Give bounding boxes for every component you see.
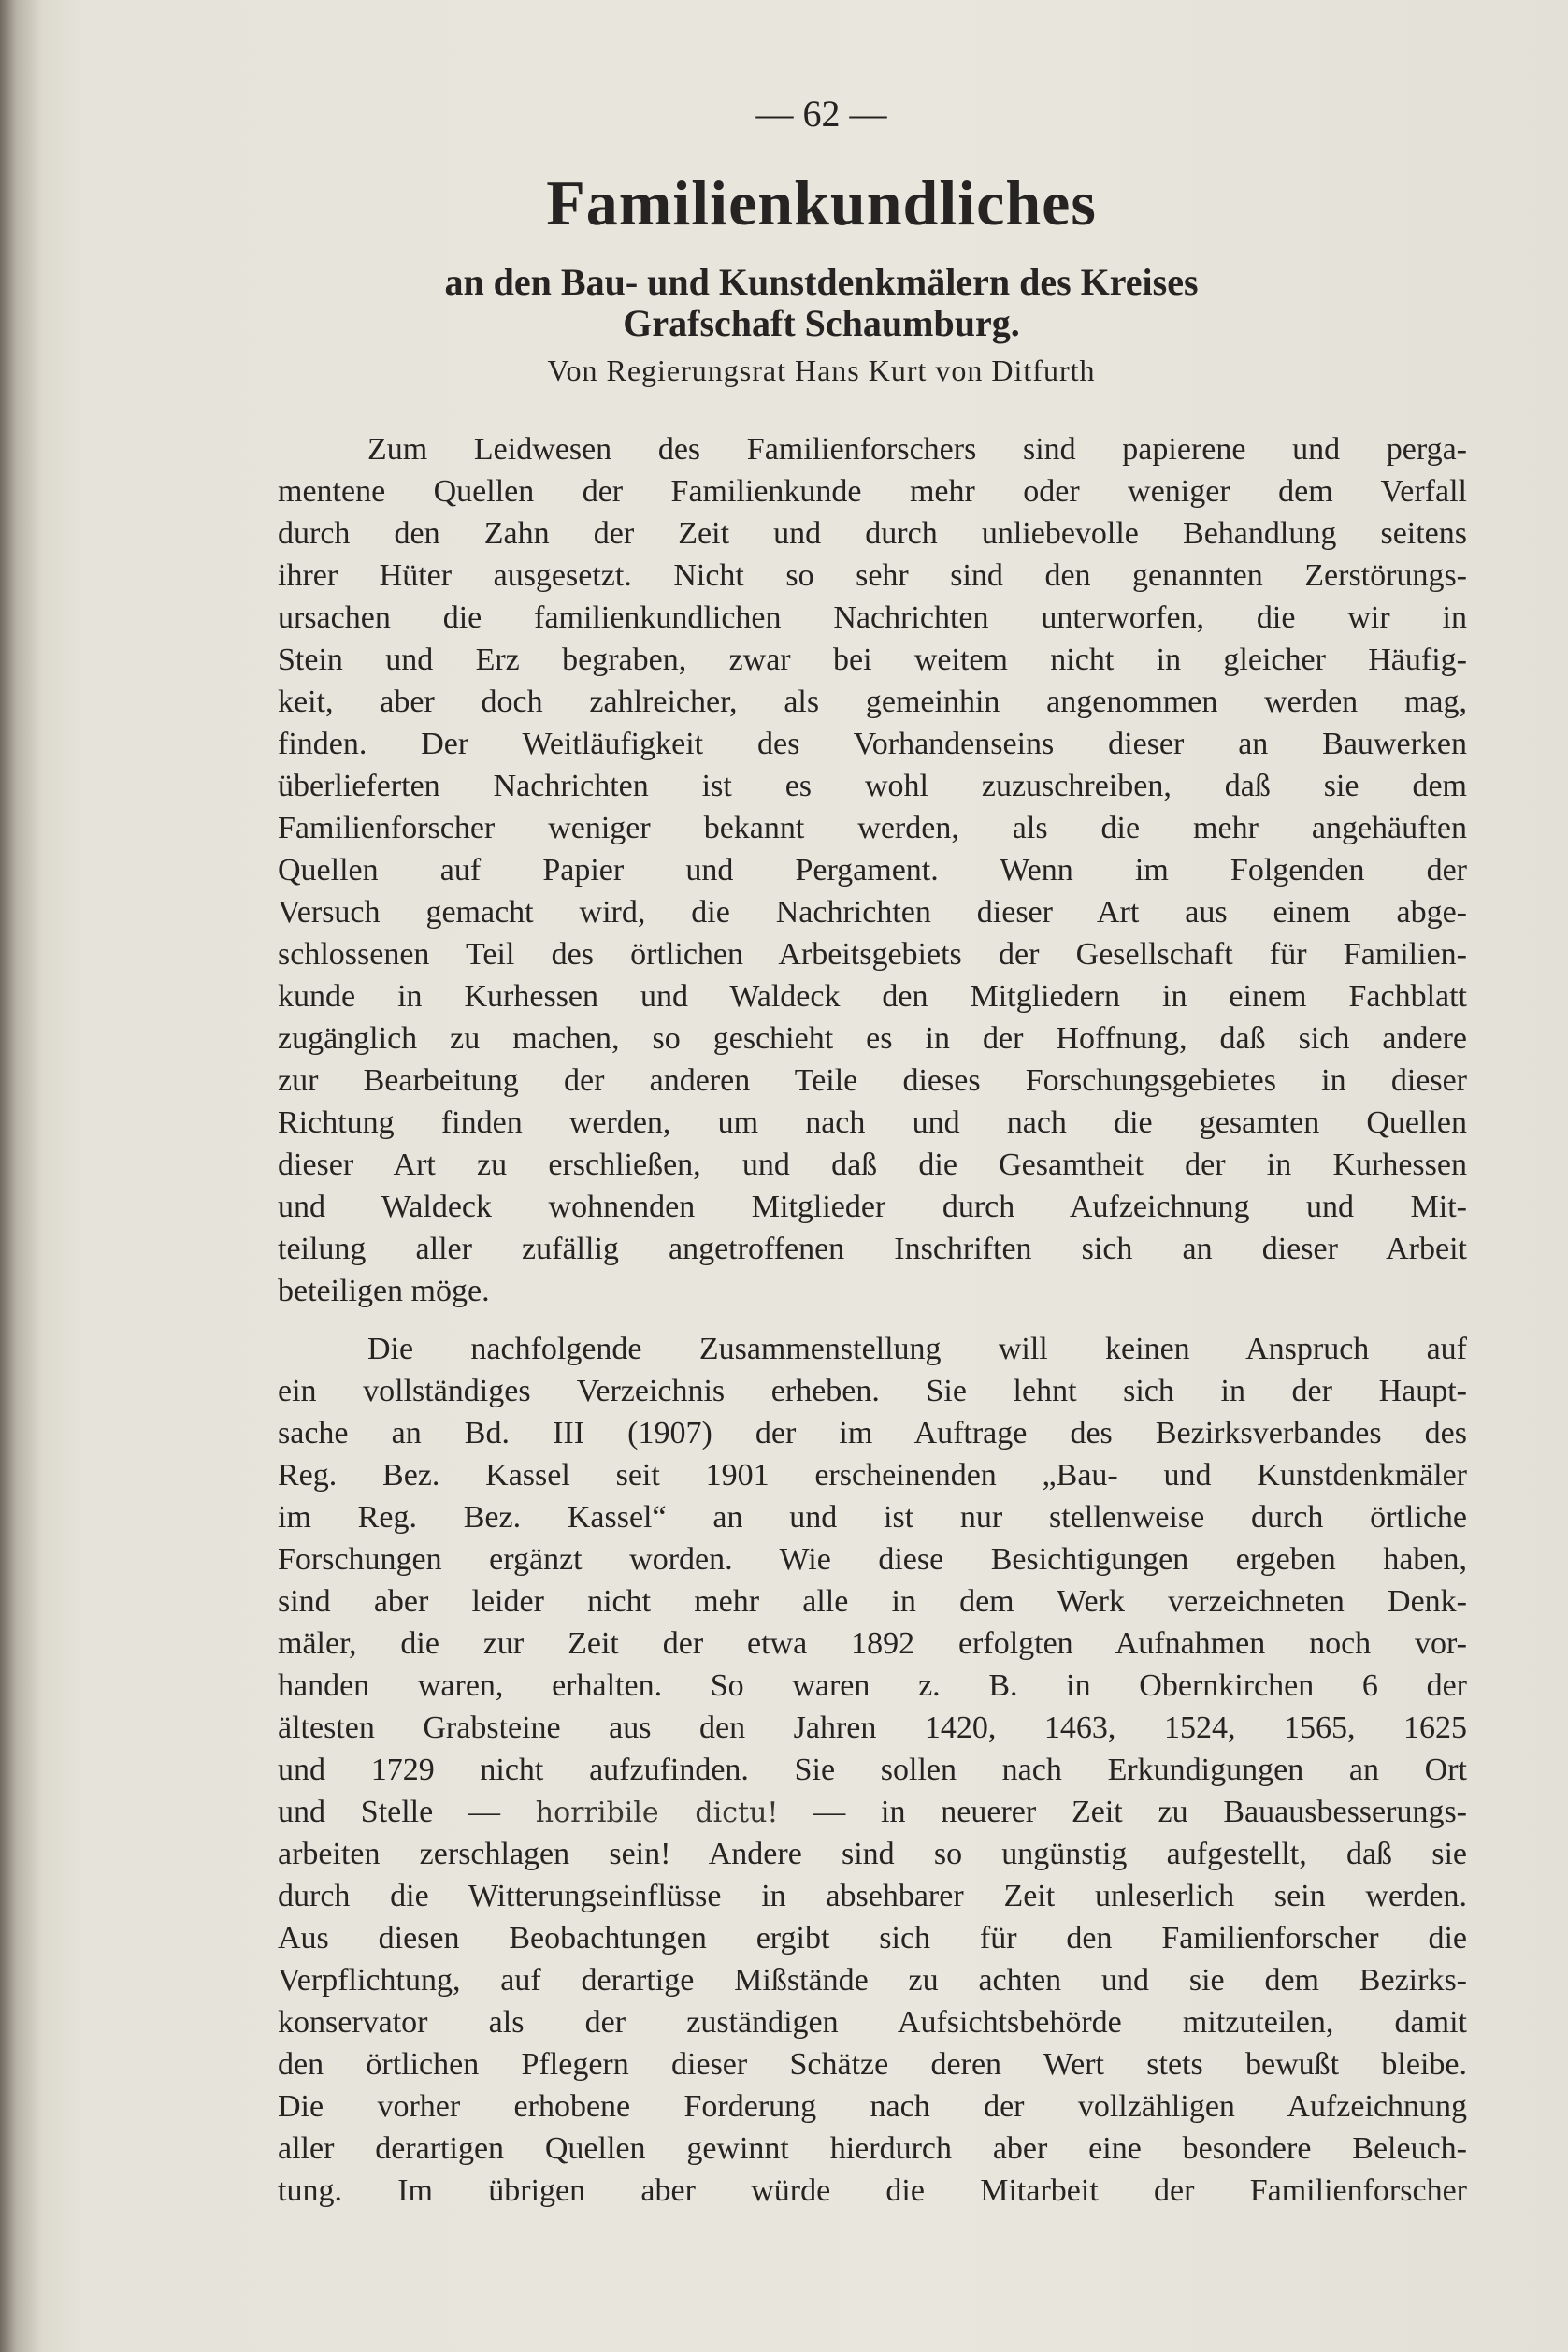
text-line: ein vollständiges Verzeichnis erheben. Sie lehnt sich in der Haupt-	[278, 1374, 1467, 1408]
text-line: Forschungen ergänzt worden. Wie diese Besichtigungen ergeben haben,	[278, 1542, 1467, 1577]
subtitle-line-1: an den Bau- und Kunstdenkmälern des Kreises	[444, 261, 1199, 303]
text-line: und Waldeck wohnenden Mitglieder durch Aufzeichnung und Mit-	[278, 1190, 1467, 1224]
subtitle-line-2: Grafschaft Schaumburg.	[623, 302, 1020, 344]
text-segment: — in neuerer Zeit zu Bauausbesserungs-	[778, 1795, 1467, 1829]
text-line	[278, 1791, 1467, 1833]
text-line: überlieferten Nachrichten ist es wohl zuzuschreiben, daß sie dem	[278, 769, 1467, 803]
text-line: den örtlichen Pflegern dieser Schätze deren Wert stets bewußt bleibe.	[278, 2047, 1467, 2082]
text-line: kunde in Kurhessen und Waldeck den Mitgliedern in einem Fachblatt	[278, 979, 1467, 1014]
text-line: Die nachfolgende Zusammenstellung will keinen Anspruch auf	[367, 1332, 1467, 1366]
text-line: schlossenen Teil des örtlichen Arbeitsgebiets der Gesellschaft für Familien-	[278, 937, 1467, 972]
text-line: aller derartigen Quellen gewinnt hierdurch aber eine besondere Beleuch-	[278, 2131, 1467, 2166]
text-line: keit, aber doch zahlreicher, als gemeinhin angenommen werden mag,	[278, 685, 1467, 719]
text-line: Reg. Bez. Kassel seit 1901 erscheinenden „Bau- und Kunstdenkmäler	[278, 1458, 1467, 1493]
text-line: Richtung finden werden, um nach und nach die gesamten Quellen	[278, 1105, 1467, 1140]
text-line: durch die Witterungseinflüsse in absehbarer Zeit unleserlich sein werden.	[278, 1879, 1467, 1913]
text-line: Familienforscher weniger bekannt werden, als die mehr angehäuften	[278, 811, 1467, 845]
text-line: Aus diesen Beobachtungen ergibt sich für den Familienforscher die	[278, 1921, 1467, 1955]
text-line: Versuch gemacht wird, die Nachrichten dieser Art aus einem abge-	[278, 895, 1467, 930]
page-number: — 62 —	[755, 93, 887, 135]
text-line: sache an Bd. III (1907) der im Auftrage des Bezirksverbandes des	[278, 1416, 1467, 1450]
text-line: Stein und Erz begraben, zwar bei weitem nicht in gleicher Häufig-	[278, 642, 1467, 677]
author-byline: Von Regierungsrat Hans Kurt von Ditfurth	[547, 354, 1096, 387]
text-line: im Reg. Bez. Kassel“ an und ist nur stellenweise durch örtliche	[278, 1500, 1467, 1535]
text-line: ursachen die familienkundlichen Nachrichten unterworfen, die wir in	[278, 600, 1467, 635]
paragraph-2	[278, 1328, 1467, 2212]
text-line: dieser Art zu erschließen, und daß die Gesamtheit der in Kurhessen	[278, 1147, 1467, 1182]
text-line: Verpflichtung, auf derartige Mißstände zu achten und sie dem Bezirks-	[278, 1963, 1467, 1998]
text-line: sind aber leider nicht mehr alle in dem Werk verzeichneten Denk-	[278, 1584, 1467, 1619]
text-line: arbeiten zerschlagen sein! Andere sind so ungünstig aufgestellt, daß sie	[278, 1837, 1467, 1871]
text-line: teilung aller zufällig angetroffenen Inschriften sich an dieser Arbeit	[278, 1232, 1467, 1266]
text-line: zugänglich zu machen, so geschieht es in der Hoffnung, daß sich andere	[278, 1021, 1467, 1056]
text-line: und 1729 nicht aufzufinden. Sie sollen nach Erkundigungen an Ort	[278, 1753, 1467, 1787]
text-line: tung. Im übrigen aber würde die Mitarbeit der Familienforscher	[278, 2173, 1467, 2208]
text-line: Zum Leidwesen des Familienforschers sind papierene und perga-	[367, 432, 1467, 467]
latin-phrase: horribile dictu!	[535, 1796, 779, 1829]
text-line: mentene Quellen der Familienkunde mehr oder weniger dem Verfall	[278, 474, 1467, 509]
text-line: ihrer Hüter ausgesetzt. Nicht so sehr sind den genannten Zerstörungs-	[278, 558, 1467, 593]
article-title: Familienkundliches	[546, 167, 1097, 238]
text-line: finden. Der Weitläufigkeit des Vorhandenseins dieser an Bauwerken	[278, 727, 1467, 761]
text-line: konservator als der zuständigen Aufsichtsbehörde mitzuteilen, damit	[278, 2005, 1467, 2040]
text-line: beteiligen möge.	[278, 1274, 490, 1308]
text-line: Die vorher erhobene Forderung nach der vollzähligen Aufzeichnung	[278, 2089, 1467, 2124]
text-line: Quellen auf Papier und Pergament. Wenn im Folgenden der	[278, 853, 1467, 887]
text-line: mäler, die zur Zeit der etwa 1892 erfolgten Aufnahmen noch vor-	[278, 1626, 1467, 1661]
text-line: durch den Zahn der Zeit und durch unliebevolle Behandlung seitens	[278, 516, 1467, 551]
paragraph-1	[278, 428, 1467, 1312]
text-line: zur Bearbeitung der anderen Teile dieses Forschungsgebietes in dieser	[278, 1063, 1467, 1098]
text-line: ältesten Grabsteine aus den Jahren 1420, 1463, 1524, 1565, 1625	[278, 1710, 1467, 1745]
text-line: handen waren, erhalten. So waren z. B. in Obernkirchen 6 der	[278, 1668, 1467, 1703]
text-segment: und Stelle —	[278, 1795, 536, 1829]
